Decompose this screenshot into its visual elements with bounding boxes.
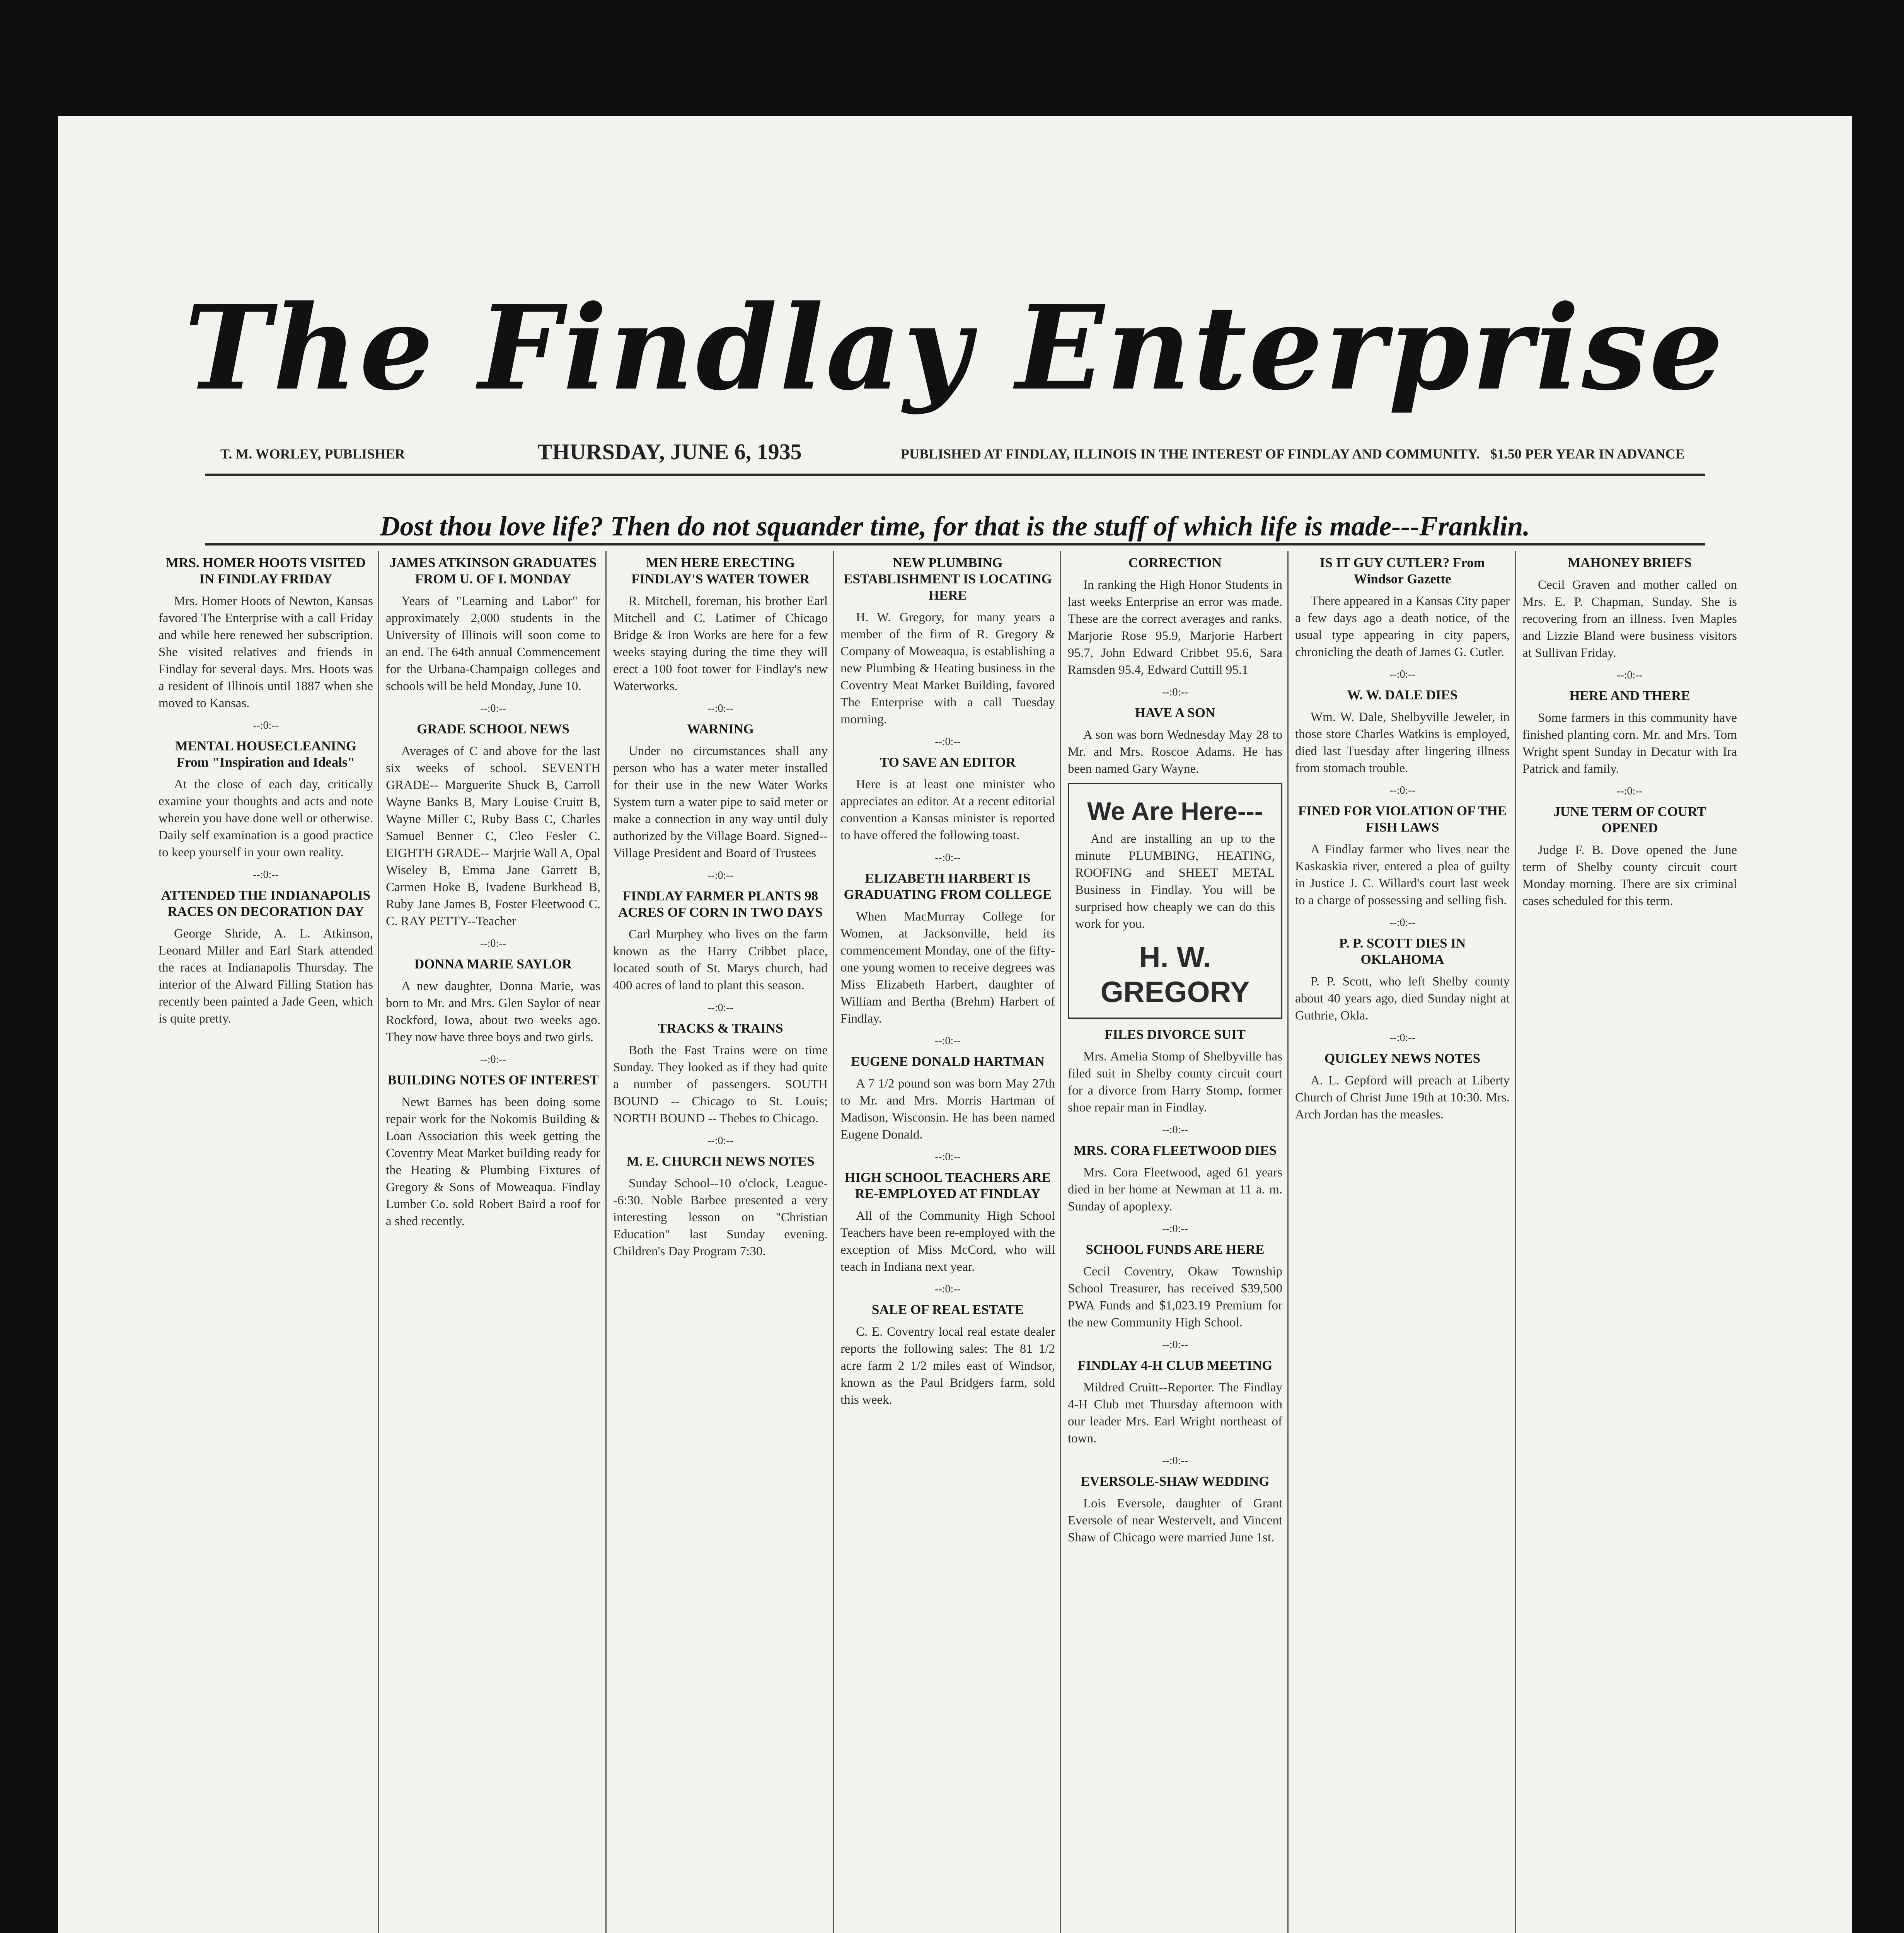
motto-rule bbox=[205, 543, 1705, 545]
headline: FINDLAY 4-H CLUB MEETING bbox=[1077, 1358, 1273, 1373]
article-text: Some farmers in this community have finished planting corn. Mr. and Mrs. Tom Wright spent Sunday in Decatur with Ira Patrick and family. bbox=[1522, 711, 1737, 776]
masthead-title: The Findlay Enterprise bbox=[184, 280, 1726, 416]
top-rule bbox=[205, 474, 1705, 476]
article-text: Carl Murphey who lives on the farm known as the Harry Cribbet place, located south of St. Marys church, had 400 acres of land to plant this season. bbox=[613, 927, 828, 992]
article-text: Cecil Graven and mother called on Mrs. E. P. Chapman, Sunday. She is recovering from an illness. Iven Maples and Lizzie Bland were business visitors at Sullivan Friday. bbox=[1522, 578, 1737, 660]
article-text: Mrs. Amelia Stomp of Shelbyville has filed suit in Shelby county circuit court for a divorce from Harry Stomp, former shoe repair man in Findlay. bbox=[1068, 1050, 1282, 1115]
article-text: A son was born Wednesday May 28 to Mr. and Mrs. Roscoe Adams. He has been named Gary Wayne. bbox=[1068, 728, 1282, 776]
motto: Dost thou love life? Then do not squander time, for that is the stuff of which life is made---Franklin. bbox=[380, 511, 1530, 542]
headline: IS IT GUY CUTLER? From Windsor Gazette bbox=[1319, 555, 1485, 586]
headline: NEW PLUMBING ESTABLISHMENT IS LOCATING HERE bbox=[844, 555, 1052, 603]
article-text: C. E. Coventry local real estate dealer reports the following sales: The 81 1/2 acre farm 2 1/2 miles east of Windsor, known as the Paul Bridgers farm, sold this week. bbox=[840, 1325, 1055, 1407]
article-text: Both the Fast Trains were on time Sunday. They looked as if they had quite a number of passengers. SOUTH BOUND -- Chicago to St. Louis; NORTH BOUND -- Thebes to Chicago. bbox=[613, 1043, 828, 1125]
published-at-text: PUBLISHED AT FINDLAY, ILLINOIS IN THE INTEREST OF FINDLAY AND COMMUNITY. bbox=[901, 446, 1480, 462]
headline: ATTENDED THE INDIANAPOLIS RACES ON DECORATION DAY bbox=[161, 888, 371, 919]
column-4: NEW PLUMBING ESTABLISHMENT IS LOCATING HERE H. W. Gregory, for many years a member of the firm of R. Gregory & Company of Moweaqua, is establishing a new Plumbing & Heating business in the Coventry Meat Market Building, favored The Enterprise with a call Tuesday morning. --:0:-- TO SAVE AN EDITOR Here is at least one minister who appreciates an editor. At a recent editorial convention a Kansas minister is reported to have offered the following toast. --:0:-- ELIZABETH HARBERT IS GRADUATING FROM COLLEGE When MacMurray College for Women, at Jacksonville, held its commencement Monday, one of the fifty-one young women to receive degrees was Miss Elizabeth Harbert, daughter of William and Bertha (Brehm) Harbert of Findlay. --:0:-- EUGENE DONALD HARTMAN A 7 1/2 pound son was born May 27th to Mr. and Mrs. Morris Hartman of Madison, Wisconsin. He has been named Eugene Donald. --:0:-- HIGH SCHOOL TEACHERS ARE RE-EMPLOYED AT FINDLAY All of the Community High School Teachers have been re-employed with the exception of Miss McCord, who will teach in Indiana next year. --:0:-- SALE OF REAL ESTATE C. E. Coventry local real estate dealer reports the following sales: The 81 1/2 acre farm 2 1/2 miles east of Windsor, known as the Paul Bridgers farm, sold this week. bbox=[840, 551, 1055, 1933]
article-text: A Findlay farmer who lives near the Kaskaskia river, entered a plea of guilty in Justice J. C. Willard's court last week to a charge of possessing and selling fish. bbox=[1295, 842, 1510, 907]
column-divider bbox=[378, 551, 379, 1933]
headline: BUILDING NOTES OF INTEREST bbox=[387, 1072, 599, 1088]
column-divider bbox=[1515, 551, 1516, 1933]
headline: FINED FOR VIOLATION OF THE FISH LAWS bbox=[1298, 803, 1507, 835]
headline: HAVE A SON bbox=[1135, 705, 1215, 720]
headline: EVERSOLE-SHAW WEDDING bbox=[1081, 1474, 1270, 1489]
headline: M. E. CHURCH NEWS NOTES bbox=[626, 1154, 815, 1169]
ad-business-name: H. W. GREGORY bbox=[1100, 941, 1250, 1009]
article-text: Cecil Coventry, Okaw Township School Treasurer, has received $39,500 PWA Funds and $1,023.19 Premium for the new Community High School. bbox=[1068, 1265, 1282, 1330]
headline: TRACKS & TRAINS bbox=[658, 1021, 783, 1036]
headline: CORRECTION bbox=[1128, 555, 1222, 570]
headline: GRADE SCHOOL NEWS bbox=[417, 721, 569, 736]
headline: ELIZABETH HARBERT IS GRADUATING FROM COLLEGE bbox=[844, 871, 1052, 902]
headline: FINDLAY FARMER PLANTS 98 ACRES OF CORN IN TWO DAYS bbox=[618, 888, 823, 920]
column-divider bbox=[1287, 551, 1289, 1933]
headline: SALE OF REAL ESTATE bbox=[871, 1302, 1024, 1317]
article-text: Averages of C and above for the last six weeks of school. SEVENTH GRADE-- Marguerite Shuck B, Carroll Wayne Banks B, Mary Louise Cruitt B, Wayne Miller C, Ruby Bass C, Charles Samuel Benner C, Cleo Fesler C. EIGHTH GRADE-- Marjrie Wall A, Opal Wiseley B, Emma Jane Garrett B, Carmen Hoke B, Ivadene Burkhead B, Ruby Jane James B, Foster Fleetwood C. C. RAY PETTY--Teacher bbox=[386, 744, 600, 928]
column-divider bbox=[605, 551, 607, 1933]
headline: EUGENE DONALD HARTMAN bbox=[851, 1054, 1045, 1069]
headline: MENTAL HOUSECLEANING From "Inspiration and Ideals" bbox=[175, 738, 356, 770]
headline: JAMES ATKINSON GRADUATES FROM U. OF I. MONDAY bbox=[389, 555, 597, 586]
headline: QUIGLEY NEWS NOTES bbox=[1324, 1051, 1481, 1066]
headline: HIGH SCHOOL TEACHERS ARE RE-EMPLOYED AT FINDLAY bbox=[844, 1170, 1051, 1201]
column-6: IS IT GUY CUTLER? From Windsor Gazette There appeared in a Kansas City paper a few days ago a death notice, of the usual type appearing in city papers, chronicling the death of James G. Cutler. --:0:-- W. W. DALE DIES Wm. W. Dale, Shelbyville Jeweler, in those store Charles Watkins is employed, died last Tuesday after lingering illness from stomach trouble. --:0:-- FINED FOR VIOLATION OF THE FISH LAWS A Findlay farmer who lives near the Kaskaskia river, entered a plea of guilty in Justice J. C. Willard's court last week to a charge of possessing and selling fish. --:0:-- P. P. SCOTT DIES IN OKLAHOMA P. P. Scott, who left Shelby county about 40 years ago, died Sunday night at Guthrie, Okla. --:0:-- QUIGLEY NEWS NOTES A. L. Gepford will preach at Liberty Church of Christ June 19th at 10:30. Mrs. Arch Jordan has the measles. bbox=[1295, 551, 1510, 1933]
article-text: Sunday School--10 o'clock, League--6:30. Noble Barbee presented a very interesting lesson on "Christian Education" last Sunday evening. Children's Day Program 7:30. bbox=[613, 1176, 828, 1258]
article-text: At the close of each day, critically examine your thoughts and acts and note wherein you have done well or otherwise. Daily self examination is a good practice to keep yourself in your own reality. bbox=[159, 777, 373, 859]
column-2: JAMES ATKINSON GRADUATES FROM U. OF I. MONDAY Years of "Learning and Labor" for approximately 2,000 students in the University of Illinois will soon come to an end. The 64th annual Commencement for the Urbana-Champaign colleges and schools will be held Monday, June 10. --:0:-- GRADE SCHOOL NEWS Averages of C and above for the last six weeks of school. SEVENTH GRADE-- Marguerite Shuck B, Carroll Wayne Banks B, Mary Louise Cruitt B, Wayne Miller C, Ruby Bass C, Charles Samuel Benner C, Cleo Fesler C. EIGHTH GRADE-- Marjrie Wall A, Opal Wiseley B, Emma Jane Garrett B, Carmen Hoke B, Ivadene Burkhead B, Ruby Jane James B, Foster Fleetwood C. C. RAY PETTY--Teacher --:0:-- DONNA MARIE SAYLOR A new daughter, Donna Marie, was born to Mr. and Mrs. Glen Saylor of near Rockford, Iowa, about two weeks ago. They now have three boys and two girls. --:0:-- BUILDING NOTES OF INTEREST Newt Barnes has been doing some repair work for the Nokomis Building & Loan Association this week getting the Coventry Meat Market building ready for the Heating & Plumbing Fixtures of Gregory & Sons of Moweaqua. Findlay Lumber Co. sold Robert Baird a roof for a shed recently. bbox=[386, 551, 600, 1933]
column-divider bbox=[833, 551, 834, 1933]
published-at bbox=[901, 446, 1685, 462]
column-3: MEN HERE ERECTING FINDLAY'S WATER TOWER R. Mitchell, foreman, his brother Earl Mitchell and C. Latimer of Chicago Bridge & Iron Works are here for a few weeks staying during the time they will erect a 100 foot tower for Findlay's new Waterworks. --:0:-- WARNING Under no circumstances shall any person who has a water meter installed for their use in the new Water Works System turn a water pipe to said meter or make a connection in any way until duly authorized by the Village Board. Signed-- Village President and Board of Trustees --:0:-- FINDLAY FARMER PLANTS 98 ACRES OF CORN IN TWO DAYS Carl Murphey who lives on the farm known as the Harry Cribbet place, located south of St. Marys church, had 400 acres of land to plant this season. --:0:-- TRACKS & TRAINS Both the Fast Trains were on time Sunday. They looked as if they had quite a number of passengers. SOUTH BOUND -- Chicago to St. Louis; NORTH BOUND -- Thebes to Chicago. --:0:-- M. E. CHURCH NEWS NOTES Sunday School--10 o'clock, League--6:30. Noble Barbee presented a very interesting lesson on "Christian Education" last Sunday evening. Children's Day Program 7:30. bbox=[613, 551, 828, 1933]
column-5: CORRECTION In ranking the High Honor Students in last weeks Enterprise an error was made. These are the correct averages and ranks. Marjorie Rose 95.9, Marjorie Harbert 95.7, John Edward Cribbet 95.6, Sara Ramsden 95.4, Edward Cuttill 95.1 --:0:-- HAVE A SON A son was born Wednesday May 28 to Mr. and Mrs. Roscoe Adams. He has been named Gary Wayne. We Are Here--- And are installing an up to the minute PLUMBING, HEATING, ROOFING and SHEET METAL Business in Findlay. You will be surprised how cheaply we can do this work for you. H. W. GREGORY FILES DIVORCE SUIT Mrs. Amelia Stomp of Shelbyville has filed suit in Shelby county circuit court for a divorce from Harry Stomp, former shoe repair man in Findlay. --:0:-- MRS. CORA FLEETWOOD DIES Mrs. Cora Fleetwood, aged 61 years died in her home at Newman at 11 a. m. Sunday of apoplexy. --:0:-- SCHOOL FUNDS ARE HERE Cecil Coventry, Okaw Township School Treasurer, has received $39,500 PWA Funds and $1,023.19 Premium for the new Community High School. --:0:-- FINDLAY 4-H CLUB MEETING Mildred Cruitt--Reporter. The Findlay 4-H Club met Thursday afternoon with our leader Mrs. Earl Wright northeast of town. --:0:-- EVERSOLE-SHAW WEDDING Lois Eversole, daughter of Grant Eversole of near Westervelt, and Vincent Shaw of Chicago were married June 1st. bbox=[1068, 551, 1282, 1933]
headline: MRS. HOMER HOOTS VISITED IN FINDLAY FRIDAY bbox=[166, 555, 366, 586]
ad-headline: We Are Here--- bbox=[1087, 797, 1263, 825]
article-text: Years of "Learning and Labor" for approximately 2,000 students in the University of Illinois will soon come to an end. The 64th annual Commencement for the Urbana-Champaign colleges and schools will be held Monday, June 10. bbox=[386, 594, 600, 693]
article-text: Judge F. B. Dove opened the June term of Shelby county circuit court Monday morning. There are six criminal cases scheduled for this term. bbox=[1522, 843, 1737, 908]
article-text: There appeared in a Kansas City paper a few days ago a death notice, of the usual type appearing in city papers, chronicling the death of James G. Cutler. bbox=[1295, 594, 1510, 659]
article-text: A 7 1/2 pound son was born May 27th to Mr. and Mrs. Morris Hartman of Madison, Wisconsin. He has been named Eugene Donald. bbox=[840, 1077, 1055, 1142]
column-divider bbox=[1060, 551, 1061, 1933]
headline: P. P. SCOTT DIES IN OKLAHOMA bbox=[1339, 936, 1466, 967]
subscription-price: $1.50 PER YEAR IN ADVANCE bbox=[1490, 446, 1685, 462]
article-text: R. Mitchell, foreman, his brother Earl Mitchell and C. Latimer of Chicago Bridge & Iron Works are here for a few weeks staying during the time they will erect a 100 foot tower for Findlay's new Waterworks. bbox=[613, 594, 828, 693]
newspaper-page bbox=[58, 116, 1852, 1933]
article-text: A new daughter, Donna Marie, was born to Mr. and Mrs. Glen Saylor of near Rockford, Iowa, about two weeks ago. They now have three boys and two girls. bbox=[386, 979, 600, 1044]
headline: MAHONEY BRIEFS bbox=[1568, 555, 1692, 570]
article-text: In ranking the High Honor Students in last weeks Enterprise an error was made. These are the correct averages and ranks. Marjorie Rose 95.9, Marjorie Harbert 95.7, John Edward Cribbet 95.6, Sara Ramsden 95.4, Edward Cuttill 95.1 bbox=[1068, 578, 1282, 677]
headline: HERE AND THERE bbox=[1569, 688, 1690, 703]
column-7: MAHONEY BRIEFS Cecil Graven and mother called on Mrs. E. P. Chapman, Sunday. She is recovering from an illness. Iven Maples and Lizzie Bland were business visitors at Sullivan Friday. --:0:-- HERE AND THERE Some farmers in this community have finished planting corn. Mr. and Mrs. Tom Wright spent Sunday in Decatur with Ira Patrick and family. --:0:-- JUNE TERM OF COURT OPENED Judge F. B. Dove opened the June term of Shelby county circuit court Monday morning. There are six criminal cases scheduled for this term. bbox=[1522, 551, 1737, 1933]
headline: WARNING bbox=[687, 721, 754, 736]
headline: MRS. CORA FLEETWOOD DIES bbox=[1073, 1143, 1277, 1158]
headline: FILES DIVORCE SUIT bbox=[1105, 1027, 1246, 1042]
article-text: Wm. W. Dale, Shelbyville Jeweler, in those store Charles Watkins is employed, died last Tuesday after lingering illness from stomach trouble. bbox=[1295, 710, 1510, 775]
dateline bbox=[58, 439, 1852, 466]
headline: DONNA MARIE SAYLOR bbox=[414, 956, 572, 972]
article-text: Mrs. Cora Fleetwood, aged 61 years died in her home at Newman at 11 a. m. Sunday of apoplexy. bbox=[1068, 1166, 1282, 1214]
article-text: Lois Eversole, daughter of Grant Eversole of near Westervelt, and Vincent Shaw of Chicago were married June 1st. bbox=[1068, 1497, 1282, 1544]
article-text: When MacMurray College for Women, at Jacksonville, held its commencement Monday, one of the fifty-one young women to receive degrees was Miss Elizabeth Harbert, daughter of William and Bertha (Brehm) Harbert of Findlay. bbox=[840, 910, 1055, 1026]
headline: JUNE TERM OF COURT OPENED bbox=[1553, 804, 1706, 835]
article-text: Mrs. Homer Hoots of Newton, Kansas favored The Enterprise with a call Friday and while here renewed her subscription. She visited relatives and friends in Findlay for several days. Mrs. Hoots was a resident of Illinois until 1887 when she moved to Kansas. bbox=[159, 594, 373, 710]
headline: TO SAVE AN EDITOR bbox=[880, 755, 1016, 770]
headline: MEN HERE ERECTING FINDLAY'S WATER TOWER bbox=[631, 555, 810, 586]
columns bbox=[155, 551, 1747, 1933]
article-text: George Shride, A. L. Atkinson, Leonard Miller and Earl Stark attended the races at Indianapolis Thursday. The interior of the Alward Filling Station has recently been painted a Jade Geen, which is quite pretty. bbox=[159, 927, 373, 1026]
issue-date: THURSDAY, JUNE 6, 1935 bbox=[537, 439, 802, 464]
article-text: Under no circumstances shall any person who has a water meter installed for their use in the new Water Works System turn a water pipe to said meter or make a connection in any way until duly authorized by the Village Board. Signed-- Village President and Board of Trustees bbox=[613, 744, 828, 860]
headline: W. W. DALE DIES bbox=[1347, 687, 1458, 702]
publisher: T. M. WORLEY, PUBLISHER bbox=[220, 446, 405, 462]
ad-text: And are installing an up to the minute PLUMBING, HEATING, ROOFING and SHEET METAL Business in Findlay. You will be surprised how cheaply we can do this work for you. bbox=[1075, 832, 1275, 931]
article-text: All of the Community High School Teachers have been re-employed with the exception of Miss McCord, who will teach in Indiana next year. bbox=[840, 1209, 1055, 1274]
article-text: Here is at least one minister who appreciates an editor. At a recent editorial convention a Kansas minister is reported to have offered the following toast. bbox=[840, 777, 1055, 842]
article-text: A. L. Gepford will preach at Liberty Church of Christ June 19th at 10:30. Mrs. Arch Jordan has the measles. bbox=[1295, 1074, 1510, 1122]
headline: SCHOOL FUNDS ARE HERE bbox=[1086, 1242, 1265, 1257]
article-text: Mildred Cruitt--Reporter. The Findlay 4-H Club met Thursday afternoon with our leader Mrs. Earl Wright northeast of town. bbox=[1068, 1381, 1282, 1445]
article-text: Newt Barnes has been doing some repair work for the Nokomis Building & Loan Association this week getting the Coventry Meat Market building ready for the Heating & Plumbing Fixtures of Gregory & Sons of Moweaqua. Findlay Lumber Co. sold Robert Baird a roof for a shed recently. bbox=[386, 1095, 600, 1228]
gregory-advertisement bbox=[1068, 783, 1282, 1019]
column-1: MRS. HOMER HOOTS VISITED IN FINDLAY FRIDAY Mrs. Homer Hoots of Newton, Kansas favored The Enterprise with a call Friday and while here renewed her subscription. She visited relatives and friends in Findlay for several days. Mrs. Hoots was a resident of Illinois until 1887 when she moved to Kansas. --:0:-- MENTAL HOUSECLEANING From "Inspiration and Ideals" At the close of each day, critically examine your thoughts and acts and note wherein you have done well or otherwise. Daily self examination is a good practice to keep yourself in your own reality. --:0:-- ATTENDED THE INDIANAPOLIS RACES ON DECORATION DAY George Shride, A. L. Atkinson, Leonard Miller and Earl Stark attended the races at Indianapolis Thursday. The interior of the Alward Filling Station has recently been painted a Jade Geen, which is quite pretty. bbox=[159, 551, 373, 1933]
article-text: P. P. Scott, who left Shelby county about 40 years ago, died Sunday night at Guthrie, Okla. bbox=[1295, 975, 1510, 1023]
article-text: H. W. Gregory, for many years a member of the firm of R. Gregory & Company of Moweaqua, is establishing a new Plumbing & Heating business in the Coventry Meat Market Building, favored The Enterprise with a call Tuesday morning. bbox=[840, 610, 1055, 726]
